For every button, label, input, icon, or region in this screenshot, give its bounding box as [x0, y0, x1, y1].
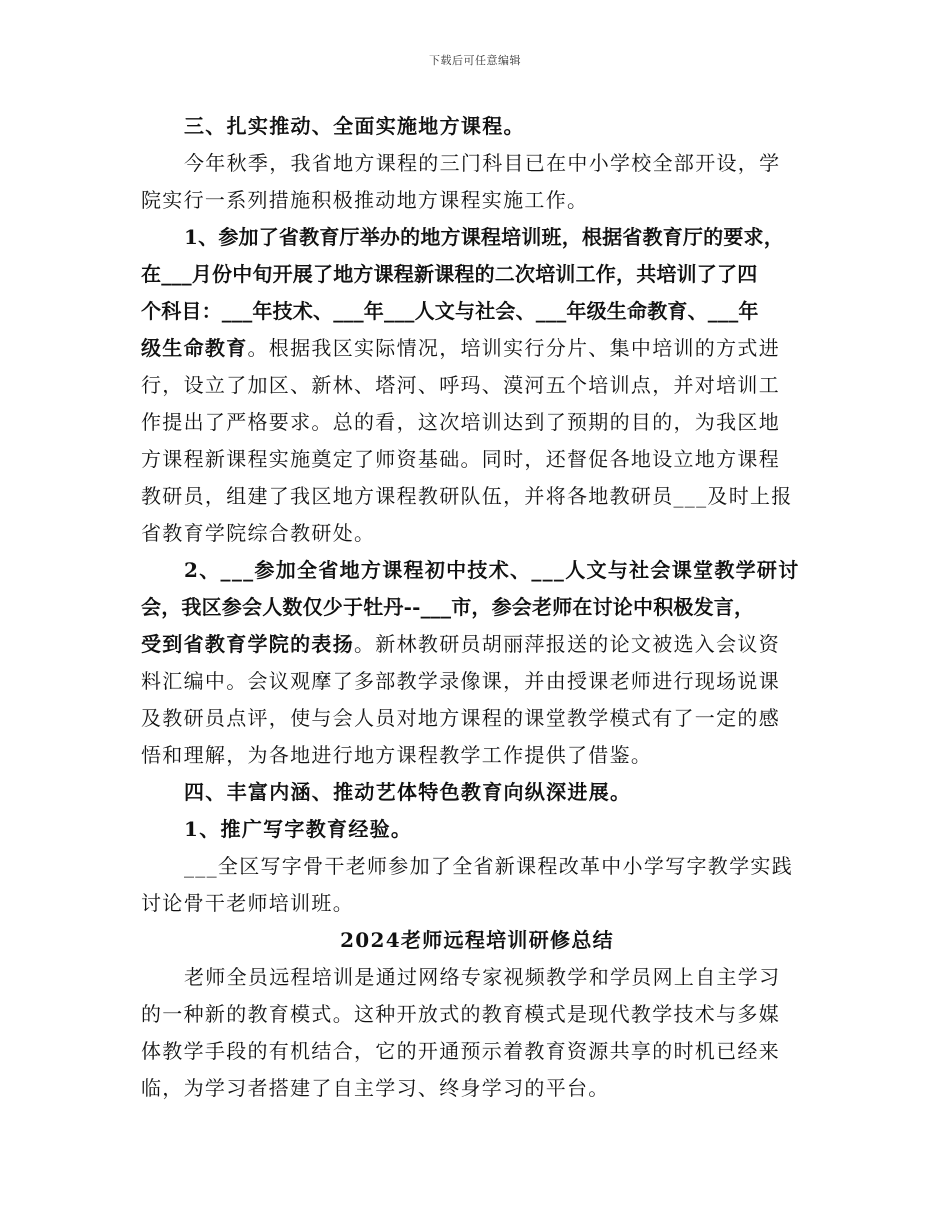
bold-text-line: 2、___参加全省地方课程初中技术、___人文与社会课堂教学研讨	[184, 558, 800, 582]
bold-text-line: 在___月份中旬开展了地方课程新课程的二次培训工作，共培训了了四	[141, 262, 758, 286]
text-line: ___全区写字骨干老师参加了全省新课程改革中小学写字教学实践	[184, 854, 793, 878]
text-span: 级生命教育	[141, 336, 248, 360]
text-line: 教研员，组建了我区地方课程教研队伍，并将各地教研员___及时上报	[141, 484, 793, 508]
text-span: 。新林教研员胡丽萍报送的论文被选入会议资	[354, 632, 780, 656]
bold-text-line: 1、参加了省教育厅举办的地方课程培训班，根据省教育厅的要求，	[184, 225, 784, 249]
text-line: 作提出了严格要求。总的看，这次培训达到了预期的目的，为我区地	[141, 410, 780, 434]
bold-text-line: 会，我区参会人数仅少于牡丹--___市，参会老师在讨论中积极发言，	[141, 595, 755, 619]
text-line: 的一种新的教育模式。这种开放式的教育模式是现代教学技术与多媒	[141, 1002, 780, 1026]
text-line: 今年秋季，我省地方课程的三门科目已在中小学校全部开设，学	[184, 151, 781, 175]
text-line: 行，设立了加区、新林、塔河、呼玛、漠河五个培训点，并对培训工	[141, 373, 780, 397]
text-line: 省教育学院综合教研处。	[141, 521, 376, 545]
page-header: 下载后可任意编辑	[429, 54, 521, 67]
text-line: 讨论骨干老师培训班。	[141, 891, 354, 915]
text-line: 院实行一系列措施积极推动地方课程实施工作。	[141, 188, 589, 212]
text-line: 老师全员远程培训是通过网络专家视频教学和学员网上自主学习	[184, 965, 781, 989]
section-title: 2024老师远程培训研修总结	[340, 928, 614, 952]
bold-text-line: 四、丰富内涵、推动艺体特色教育向纵深进展。	[184, 780, 632, 804]
text-span: 。根据我区实际情况，培训实行分片、集中培训的方式进	[247, 336, 780, 360]
text-line: 料汇编中。会议观摩了多部教学录像课，并由授课老师进行现场说课	[141, 669, 780, 693]
text-line	[141, 330, 813, 367]
text-line: 体教学手段的有机结合，它的开通预示着教育资源共享的时机已经来	[141, 1039, 780, 1063]
bold-text-line: 三、扎实推动、全面实施地方课程。	[184, 114, 525, 138]
bold-text-line: 个科目：___年技术、___年___人文与社会、___年级生命教育、___年	[141, 299, 759, 323]
text-line: 悟和理解，为各地进行地方课程教学工作提供了借鉴。	[141, 743, 653, 767]
document-body	[141, 108, 813, 1107]
text-line	[141, 626, 813, 663]
text-line: 临，为学习者搭建了自主学习、终身学习的平台。	[141, 1076, 610, 1100]
bold-text-line: 1、推广写字教育经验。	[184, 817, 413, 841]
text-line: 方课程新课程实施奠定了师资基础。同时，还督促各地设立地方课程	[141, 447, 780, 471]
text-line: 及教研员点评，使与会人员对地方课程的课堂教学模式有了一定的感	[141, 706, 780, 730]
text-span: 受到省教育学院的表扬	[141, 632, 354, 656]
